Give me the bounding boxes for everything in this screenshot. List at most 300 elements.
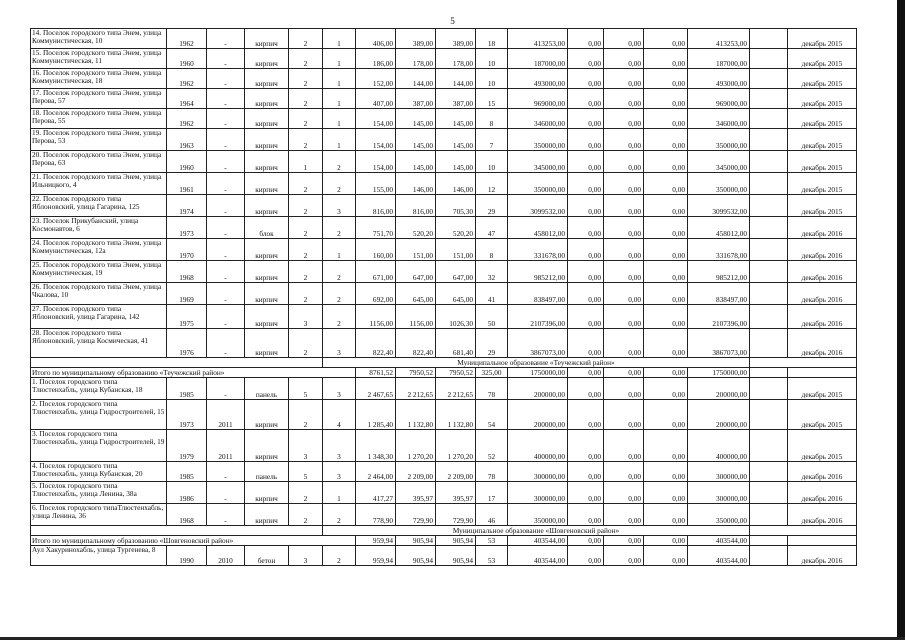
cell-area-res: 389,00 xyxy=(436,29,476,49)
cell-floors: 2 xyxy=(289,261,323,283)
table-row xyxy=(31,283,857,305)
cell-deadline: декабрь 2015 xyxy=(788,195,857,217)
empty-cell xyxy=(750,89,788,109)
cell-floors: 2 xyxy=(289,29,323,49)
cell-deadline: декабрь 2016 xyxy=(788,305,857,329)
cell-addr: 17. Поселок городского типа Энем, улица Перова, 57 xyxy=(31,89,167,109)
cell-repair: - xyxy=(207,305,245,329)
cell-cost-total: 403544,00 xyxy=(508,546,568,566)
cell-residents: 32 xyxy=(476,261,508,283)
cell-deadline: декабрь 2016 xyxy=(788,504,857,526)
cell-area-living: 389,00 xyxy=(396,29,436,49)
cell-deadline: декабрь 2015 xyxy=(788,69,857,89)
cell-own: 458012,00 xyxy=(688,217,750,239)
empty-cell xyxy=(750,400,788,430)
cell-residents: 54 xyxy=(476,400,508,430)
cell-entrances: 2 xyxy=(323,261,356,283)
total-cost-total: 1750000,00 xyxy=(508,368,568,378)
cell-year: 1963 xyxy=(167,129,207,151)
cell-cost-total: 838497,00 xyxy=(508,283,568,305)
cell-own: 969000,00 xyxy=(688,89,750,109)
cell-material: кирпич xyxy=(245,69,289,89)
cell-deadline: декабрь 2016 xyxy=(788,546,857,566)
cell-entrances: 3 xyxy=(323,378,356,400)
cell-fund: 0,00 xyxy=(568,283,604,305)
cell-year: 1964 xyxy=(167,89,207,109)
cell-cost-total: 493000,00 xyxy=(508,69,568,89)
cell-residents: 15 xyxy=(476,89,508,109)
cell-area-res: 395,97 xyxy=(436,482,476,504)
total-area-res: 7950,52 xyxy=(436,368,476,378)
cell-residents: 53 xyxy=(476,546,508,566)
cell-area-res: 178,00 xyxy=(436,49,476,69)
cell-local: 0,00 xyxy=(644,69,688,89)
cell-entrances: 2 xyxy=(323,217,356,239)
cell-own: 346000,00 xyxy=(688,109,750,129)
cell-fund: 0,00 xyxy=(568,462,604,482)
cell-area-living: 1 132,80 xyxy=(396,400,436,430)
total-empty-cell xyxy=(750,536,788,546)
cell-cost-total: 400000,00 xyxy=(508,430,568,462)
cell-floors: 2 xyxy=(289,482,323,504)
table-row xyxy=(31,430,857,462)
cell-floors: 2 xyxy=(289,129,323,151)
cell-area-res: 2 212,65 xyxy=(436,378,476,400)
cell-region: 0,00 xyxy=(604,129,644,151)
cell-residents: 12 xyxy=(476,173,508,195)
cell-own: 2107396,00 xyxy=(688,305,750,329)
cell-addr: 18. Поселок городского типа Энем, улица Перова, 55 xyxy=(31,109,167,129)
cell-addr: 26. Поселок городского типа Энем, улица Чкалова, 10 xyxy=(31,283,167,305)
cell-year: 1976 xyxy=(167,329,207,358)
cell-floors: 2 xyxy=(289,329,323,358)
cell-year: 1960 xyxy=(167,49,207,69)
empty-cell xyxy=(750,378,788,400)
cell-floors: 1 xyxy=(289,151,323,173)
cell-area-living: 146,00 xyxy=(396,173,436,195)
cell-area-total: 1156,00 xyxy=(356,305,396,329)
cell-residents: 17 xyxy=(476,482,508,504)
page-number: 5 xyxy=(450,16,455,26)
cell-fund: 0,00 xyxy=(568,261,604,283)
cell-material: кирпич xyxy=(245,49,289,69)
cell-area-res: 145,00 xyxy=(436,129,476,151)
cell-entrances: 3 xyxy=(323,329,356,358)
cell-deadline: декабрь 2015 xyxy=(788,29,857,49)
cell-year: 1979 xyxy=(167,430,207,462)
cell-region: 0,00 xyxy=(604,217,644,239)
cell-entrances: 1 xyxy=(323,29,356,49)
cell-area-total: 671,00 xyxy=(356,261,396,283)
cell-area-living: 647,00 xyxy=(396,261,436,283)
table-row xyxy=(31,504,857,526)
table-row xyxy=(31,261,857,283)
cell-year: 1985 xyxy=(167,462,207,482)
empty-cell xyxy=(750,462,788,482)
total-fund: 0,00 xyxy=(568,536,604,546)
cell-cost-total: 300000,00 xyxy=(508,482,568,504)
cell-addr: 22. Поселок городского типа Яблоновский, улица Гагарина, 125 xyxy=(31,195,167,217)
cell-material: панель xyxy=(245,378,289,400)
table-row xyxy=(31,482,857,504)
cell-deadline: декабрь 2015 xyxy=(788,89,857,109)
cell-region: 0,00 xyxy=(604,151,644,173)
cell-repair: - xyxy=(207,109,245,129)
cell-deadline: декабрь 2015 xyxy=(788,109,857,129)
cell-region: 0,00 xyxy=(604,89,644,109)
cell-addr: 27. Поселок городского типа Яблоновский, улица Гагарина, 142 xyxy=(31,305,167,329)
cell-deadline: декабрь 2016 xyxy=(788,239,857,261)
cell-residents: 18 xyxy=(476,29,508,49)
cell-fund: 0,00 xyxy=(568,504,604,526)
cell-year: 1960 xyxy=(167,151,207,173)
empty-cell xyxy=(750,305,788,329)
table-row xyxy=(31,49,857,69)
cell-addr: 16. Поселок городского типа Энем, улица Коммунистическая, 18 xyxy=(31,69,167,89)
cell-area-res: 681,40 xyxy=(436,329,476,358)
cell-addr: 14. Поселок городского типа Энем, улица Коммунистическая, 10 xyxy=(31,29,167,49)
cell-material: кирпич xyxy=(245,261,289,283)
cell-local: 0,00 xyxy=(644,195,688,217)
cell-area-res: 905,94 xyxy=(436,546,476,566)
cell-year: 1969 xyxy=(167,283,207,305)
cell-floors: 2 xyxy=(289,173,323,195)
cell-area-total: 751,70 xyxy=(356,217,396,239)
cell-entrances: 4 xyxy=(323,400,356,430)
section-spacer-cell xyxy=(31,358,323,368)
total-region: 0,00 xyxy=(604,536,644,546)
cell-year: 1961 xyxy=(167,173,207,195)
cell-area-res: 1026,30 xyxy=(436,305,476,329)
cell-area-res: 520,20 xyxy=(436,217,476,239)
cell-region: 0,00 xyxy=(604,109,644,129)
cell-material: панель xyxy=(245,462,289,482)
cell-repair: - xyxy=(207,217,245,239)
cell-region: 0,00 xyxy=(604,378,644,400)
cell-addr: 1. Поселок городского типа Тлюстенхабль, улица Кубанская, 18 xyxy=(31,378,167,400)
cell-repair: - xyxy=(207,195,245,217)
cell-local: 0,00 xyxy=(644,173,688,195)
cell-local: 0,00 xyxy=(644,49,688,69)
cell-region: 0,00 xyxy=(604,239,644,261)
cell-floors: 2 xyxy=(289,504,323,526)
cell-own: 187000,00 xyxy=(688,49,750,69)
cell-region: 0,00 xyxy=(604,49,644,69)
cell-addr: 19. Поселок городского типа Энем, улица Перова, 53 xyxy=(31,129,167,151)
cell-area-living: 178,00 xyxy=(396,49,436,69)
cell-floors: 2 xyxy=(289,400,323,430)
cell-floors: 5 xyxy=(289,462,323,482)
cell-local: 0,00 xyxy=(644,89,688,109)
cell-area-total: 186,00 xyxy=(356,49,396,69)
total-cost-total: 403544,00 xyxy=(508,536,568,546)
cell-cost-total: 350000,00 xyxy=(508,173,568,195)
cell-own: 300000,00 xyxy=(688,482,750,504)
cell-cost-total: 413253,00 xyxy=(508,29,568,49)
cell-own: 345000,00 xyxy=(688,151,750,173)
cell-deadline: декабрь 2015 xyxy=(788,173,857,195)
cell-residents: 10 xyxy=(476,151,508,173)
cell-addr: Аул Хакуринохабль, улица Тургенева, 8 xyxy=(31,546,167,566)
cell-residents: 78 xyxy=(476,462,508,482)
cell-cost-total: 200000,00 xyxy=(508,400,568,430)
total-residents: 53 xyxy=(476,536,508,546)
cell-cost-total: 350000,00 xyxy=(508,504,568,526)
cell-entrances: 2 xyxy=(323,283,356,305)
cell-year: 1985 xyxy=(167,378,207,400)
cell-fund: 0,00 xyxy=(568,173,604,195)
cell-area-living: 145,00 xyxy=(396,151,436,173)
cell-residents: 8 xyxy=(476,239,508,261)
cell-own: 400000,00 xyxy=(688,430,750,462)
cell-entrances: 2 xyxy=(323,173,356,195)
cell-addr: 28. Поселок городского типа Яблоновский, улица Космическая, 41 xyxy=(31,329,167,358)
empty-cell xyxy=(750,195,788,217)
table-row xyxy=(31,109,857,129)
cell-area-total: 778,90 xyxy=(356,504,396,526)
cell-material: бетон xyxy=(245,546,289,566)
cell-area-total: 407,00 xyxy=(356,89,396,109)
cell-material: кирпич xyxy=(245,109,289,129)
cell-deadline: декабрь 2015 xyxy=(788,49,857,69)
cell-area-total: 160,00 xyxy=(356,239,396,261)
cell-area-res: 387,00 xyxy=(436,89,476,109)
cell-material: кирпич xyxy=(245,504,289,526)
cell-fund: 0,00 xyxy=(568,69,604,89)
cell-area-living: 145,00 xyxy=(396,109,436,129)
cell-deadline: декабрь 2016 xyxy=(788,329,857,358)
cell-residents: 29 xyxy=(476,195,508,217)
cell-addr: 21. Поселок городского типа Энем, улица Ильницкого, 4 xyxy=(31,173,167,195)
cell-own: 331678,00 xyxy=(688,239,750,261)
cell-residents: 47 xyxy=(476,217,508,239)
cell-material: кирпич xyxy=(245,129,289,151)
cell-deadline: декабрь 2015 xyxy=(788,430,857,462)
cell-area-res: 145,00 xyxy=(436,151,476,173)
total-area-living: 7950,52 xyxy=(396,368,436,378)
cell-deadline: декабрь 2015 xyxy=(788,400,857,430)
cell-fund: 0,00 xyxy=(568,109,604,129)
total-local: 0,00 xyxy=(644,536,688,546)
cell-area-res: 1 132,80 xyxy=(436,400,476,430)
cell-deadline: декабрь 2015 xyxy=(788,129,857,151)
total-fund: 0,00 xyxy=(568,368,604,378)
cell-area-living: 395,97 xyxy=(396,482,436,504)
section-title: Муниципальное образование «Шовгеновский район» xyxy=(323,526,750,536)
cell-region: 0,00 xyxy=(604,69,644,89)
cell-cost-total: 346000,00 xyxy=(508,109,568,129)
cell-local: 0,00 xyxy=(644,239,688,261)
cell-local: 0,00 xyxy=(644,151,688,173)
cell-deadline: декабрь 2015 xyxy=(788,151,857,173)
total-residents: 325,00 xyxy=(476,368,508,378)
cell-floors: 2 xyxy=(289,109,323,129)
total-area-res: 905,94 xyxy=(436,536,476,546)
cell-own: 350000,00 xyxy=(688,129,750,151)
cell-own: 493000,00 xyxy=(688,69,750,89)
cell-area-res: 146,00 xyxy=(436,173,476,195)
cell-area-total: 959,94 xyxy=(356,546,396,566)
cell-area-total: 816,00 xyxy=(356,195,396,217)
scan-edge xyxy=(897,0,905,640)
cell-region: 0,00 xyxy=(604,173,644,195)
cell-repair: - xyxy=(207,283,245,305)
cell-local: 0,00 xyxy=(644,305,688,329)
cell-floors: 2 xyxy=(289,49,323,69)
cell-repair: 2010 xyxy=(207,546,245,566)
cell-year: 1962 xyxy=(167,109,207,129)
cell-area-living: 905,94 xyxy=(396,546,436,566)
cell-area-living: 387,00 xyxy=(396,89,436,109)
total-empty-cell xyxy=(750,368,788,378)
cell-residents: 41 xyxy=(476,283,508,305)
cell-region: 0,00 xyxy=(604,305,644,329)
cell-year: 1973 xyxy=(167,217,207,239)
cell-fund: 0,00 xyxy=(568,29,604,49)
cell-local: 0,00 xyxy=(644,378,688,400)
cell-area-res: 151,00 xyxy=(436,239,476,261)
section-header-row xyxy=(31,358,857,368)
table-row xyxy=(31,546,857,566)
total-row xyxy=(31,368,857,378)
table-row xyxy=(31,329,857,358)
cell-area-living: 2 209,00 xyxy=(396,462,436,482)
empty-cell xyxy=(750,173,788,195)
empty-cell xyxy=(750,482,788,504)
cell-local: 0,00 xyxy=(644,430,688,462)
cell-year: 1962 xyxy=(167,69,207,89)
cell-addr: 15. Поселок городского типа Энем, улица Коммунистическая, 11 xyxy=(31,49,167,69)
cell-region: 0,00 xyxy=(604,482,644,504)
cell-deadline: декабрь 2016 xyxy=(788,283,857,305)
cell-repair: 2011 xyxy=(207,430,245,462)
cell-repair: - xyxy=(207,69,245,89)
cell-fund: 0,00 xyxy=(568,49,604,69)
cell-entrances: 2 xyxy=(323,546,356,566)
cell-repair: - xyxy=(207,261,245,283)
cell-entrances: 2 xyxy=(323,305,356,329)
table-row xyxy=(31,462,857,482)
cell-cost-total: 345000,00 xyxy=(508,151,568,173)
cell-own: 3099532,00 xyxy=(688,195,750,217)
cell-repair: - xyxy=(207,29,245,49)
cell-repair: - xyxy=(207,89,245,109)
cell-own: 350000,00 xyxy=(688,504,750,526)
cell-residents: 50 xyxy=(476,305,508,329)
cell-local: 0,00 xyxy=(644,129,688,151)
cell-deadline: декабрь 2016 xyxy=(788,482,857,504)
cell-area-total: 406,00 xyxy=(356,29,396,49)
cell-local: 0,00 xyxy=(644,283,688,305)
cell-area-total: 2 464,00 xyxy=(356,462,396,482)
cell-entrances: 3 xyxy=(323,195,356,217)
cell-area-living: 729,90 xyxy=(396,504,436,526)
cell-floors: 2 xyxy=(289,89,323,109)
cell-fund: 0,00 xyxy=(568,378,604,400)
cell-entrances: 1 xyxy=(323,49,356,69)
cell-material: кирпич xyxy=(245,151,289,173)
cell-year: 1986 xyxy=(167,482,207,504)
cell-own: 300000,00 xyxy=(688,462,750,482)
empty-cell xyxy=(750,69,788,89)
cell-fund: 0,00 xyxy=(568,239,604,261)
cell-cost-total: 985212,00 xyxy=(508,261,568,283)
cell-own: 350000,00 xyxy=(688,173,750,195)
cell-repair: - xyxy=(207,462,245,482)
cell-region: 0,00 xyxy=(604,329,644,358)
cell-addr: 5. Поселок городского типа Тлюстенхабль, улица Ленина, 38а xyxy=(31,482,167,504)
cell-area-res: 705,30 xyxy=(436,195,476,217)
cell-local: 0,00 xyxy=(644,400,688,430)
cell-own: 403544,00 xyxy=(688,546,750,566)
cell-entrances: 3 xyxy=(323,430,356,462)
cell-area-res: 647,00 xyxy=(436,261,476,283)
cell-area-living: 144,00 xyxy=(396,69,436,89)
cell-area-res: 145,00 xyxy=(436,109,476,129)
cell-cost-total: 200000,00 xyxy=(508,378,568,400)
section-header-row xyxy=(31,526,857,536)
cell-entrances: 3 xyxy=(323,462,356,482)
cell-material: кирпич xyxy=(245,329,289,358)
cell-floors: 2 xyxy=(289,217,323,239)
cell-repair: - xyxy=(207,378,245,400)
cell-cost-total: 969000,00 xyxy=(508,89,568,109)
table-row xyxy=(31,217,857,239)
cell-fund: 0,00 xyxy=(568,195,604,217)
cell-area-res: 1 270,20 xyxy=(436,430,476,462)
cell-own: 200000,00 xyxy=(688,400,750,430)
cell-deadline: декабрь 2015 xyxy=(788,378,857,400)
cell-own: 413253,00 xyxy=(688,29,750,49)
cell-material: кирпич xyxy=(245,430,289,462)
cell-addr: 23. Поселок Прикубанский, улица Космонавтов, 6 xyxy=(31,217,167,239)
table-row xyxy=(31,173,857,195)
cell-year: 1962 xyxy=(167,29,207,49)
cell-fund: 0,00 xyxy=(568,430,604,462)
cell-area-res: 2 209,00 xyxy=(436,462,476,482)
cell-region: 0,00 xyxy=(604,430,644,462)
total-empty-cell xyxy=(788,368,857,378)
table-row xyxy=(31,89,857,109)
section-title: Муниципальное образование «Теучежский район» xyxy=(323,358,750,368)
cell-fund: 0,00 xyxy=(568,482,604,504)
cell-area-total: 152,00 xyxy=(356,69,396,89)
cell-local: 0,00 xyxy=(644,462,688,482)
cell-material: кирпич xyxy=(245,29,289,49)
cell-material: кирпич xyxy=(245,239,289,261)
cell-cost-total: 458012,00 xyxy=(508,217,568,239)
cell-region: 0,00 xyxy=(604,195,644,217)
cell-region: 0,00 xyxy=(604,504,644,526)
housing-repair-table xyxy=(30,28,857,566)
table-row xyxy=(31,378,857,400)
cell-entrances: 1 xyxy=(323,89,356,109)
cell-floors: 2 xyxy=(289,195,323,217)
cell-year: 1974 xyxy=(167,195,207,217)
cell-material: кирпич xyxy=(245,400,289,430)
cell-repair: - xyxy=(207,129,245,151)
empty-cell xyxy=(750,239,788,261)
total-label: Итого по муниципальному образованию «Теучежский район» xyxy=(31,368,356,378)
cell-repair: - xyxy=(207,151,245,173)
table-row xyxy=(31,305,857,329)
cell-residents: 29 xyxy=(476,329,508,358)
cell-repair: - xyxy=(207,49,245,69)
cell-repair: - xyxy=(207,482,245,504)
empty-cell xyxy=(750,151,788,173)
cell-local: 0,00 xyxy=(644,504,688,526)
section-spacer-cell xyxy=(31,526,323,536)
